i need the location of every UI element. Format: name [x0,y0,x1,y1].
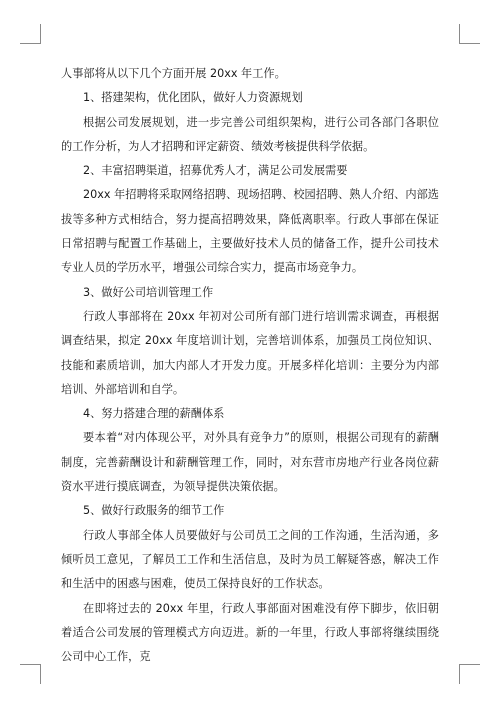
crop-mark-top-left-horizontal [20,43,41,44]
section-heading-5: 5、做好行政服务的细节工作 [83,504,225,518]
crop-mark-top-left-vertical [40,24,41,44]
crop-mark-bottom-right-horizontal [459,664,480,665]
section-heading-4: 4、努力搭建合理的薪酬体系 [83,407,225,421]
crop-mark-bottom-left-vertical [40,664,41,684]
crop-mark-bottom-left-horizontal [20,664,41,665]
crop-mark-bottom-right-vertical [459,664,460,684]
section-body-2: 20xx 年招聘将采取网络招聘、现场招聘、校园招聘、熟人介绍、内部选拔等多种方式相结合，努力提高招聘效果，降低离职率。行政人事部在保证日常招聘与配置工作基础上，主要做好技术人员的储备工作，提升公司技术专业人员的学历水平，增强公司综合实力，提高市场竞争力。 [61,188,439,275]
crop-mark-top-right-vertical [459,24,460,44]
document-body [61,62,439,669]
paragraph-intro-continued: 人事部将从以下几个方面开展 20xx 年工作。 [61,67,286,80]
crop-mark-top-right-horizontal [459,43,480,44]
section-body-5: 行政人事部全体人员要做好与公司员工之间的工作沟通，生活沟通，多倾听员工意见，了解员工工作和生活信息，及时为员工解疑答惑，解决工作和生活中的困惑与困难，使员工保持良好的工作状态。 [61,528,439,591]
section-body-3: 行政人事部将在 20xx 年初对公司所有部门进行培训需求调查，再根据调查结果，拟定 20xx 年度培训计划，完善培训体系，加强员工岗位知识、技能和素质培训，加大内部人才开发力度。开展多样化培训：主要分为内部培训、外部培训和自学。 [61,309,439,396]
section-heading-1: 1、搭建架构，优化团队，做好人力资源规划 [83,91,303,105]
section-heading-2: 2、丰富招聘渠道，招募优秀人才，满足公司发展需要 [83,164,348,178]
section-body-1: 根据公司发展规划，进一步完善公司组织架构，进行公司各部门各职位的工作分析，为人才招聘和评定薪资、绩效考核提供科学依据。 [61,115,439,153]
closing-paragraph: 在即将过去的 20xx 年里，行政人事部面对困难没有停下脚步，依旧朝着适合公司发展的管理模式方向迈进。新的一年里，行政人事部将继续围绕公司中心工作，克 [61,601,439,664]
section-heading-3: 3、做好公司培训管理工作 [83,285,214,299]
section-body-4: 要本着“对内体现公平，对外具有竞争力”的原则，根据公司现有的薪酬制度，完善薪酬设计和薪酬管理工作，同时，对东营市房地产行业各岗位薪资水平进行摸底调查，为领导提供决策依据。 [61,431,439,494]
